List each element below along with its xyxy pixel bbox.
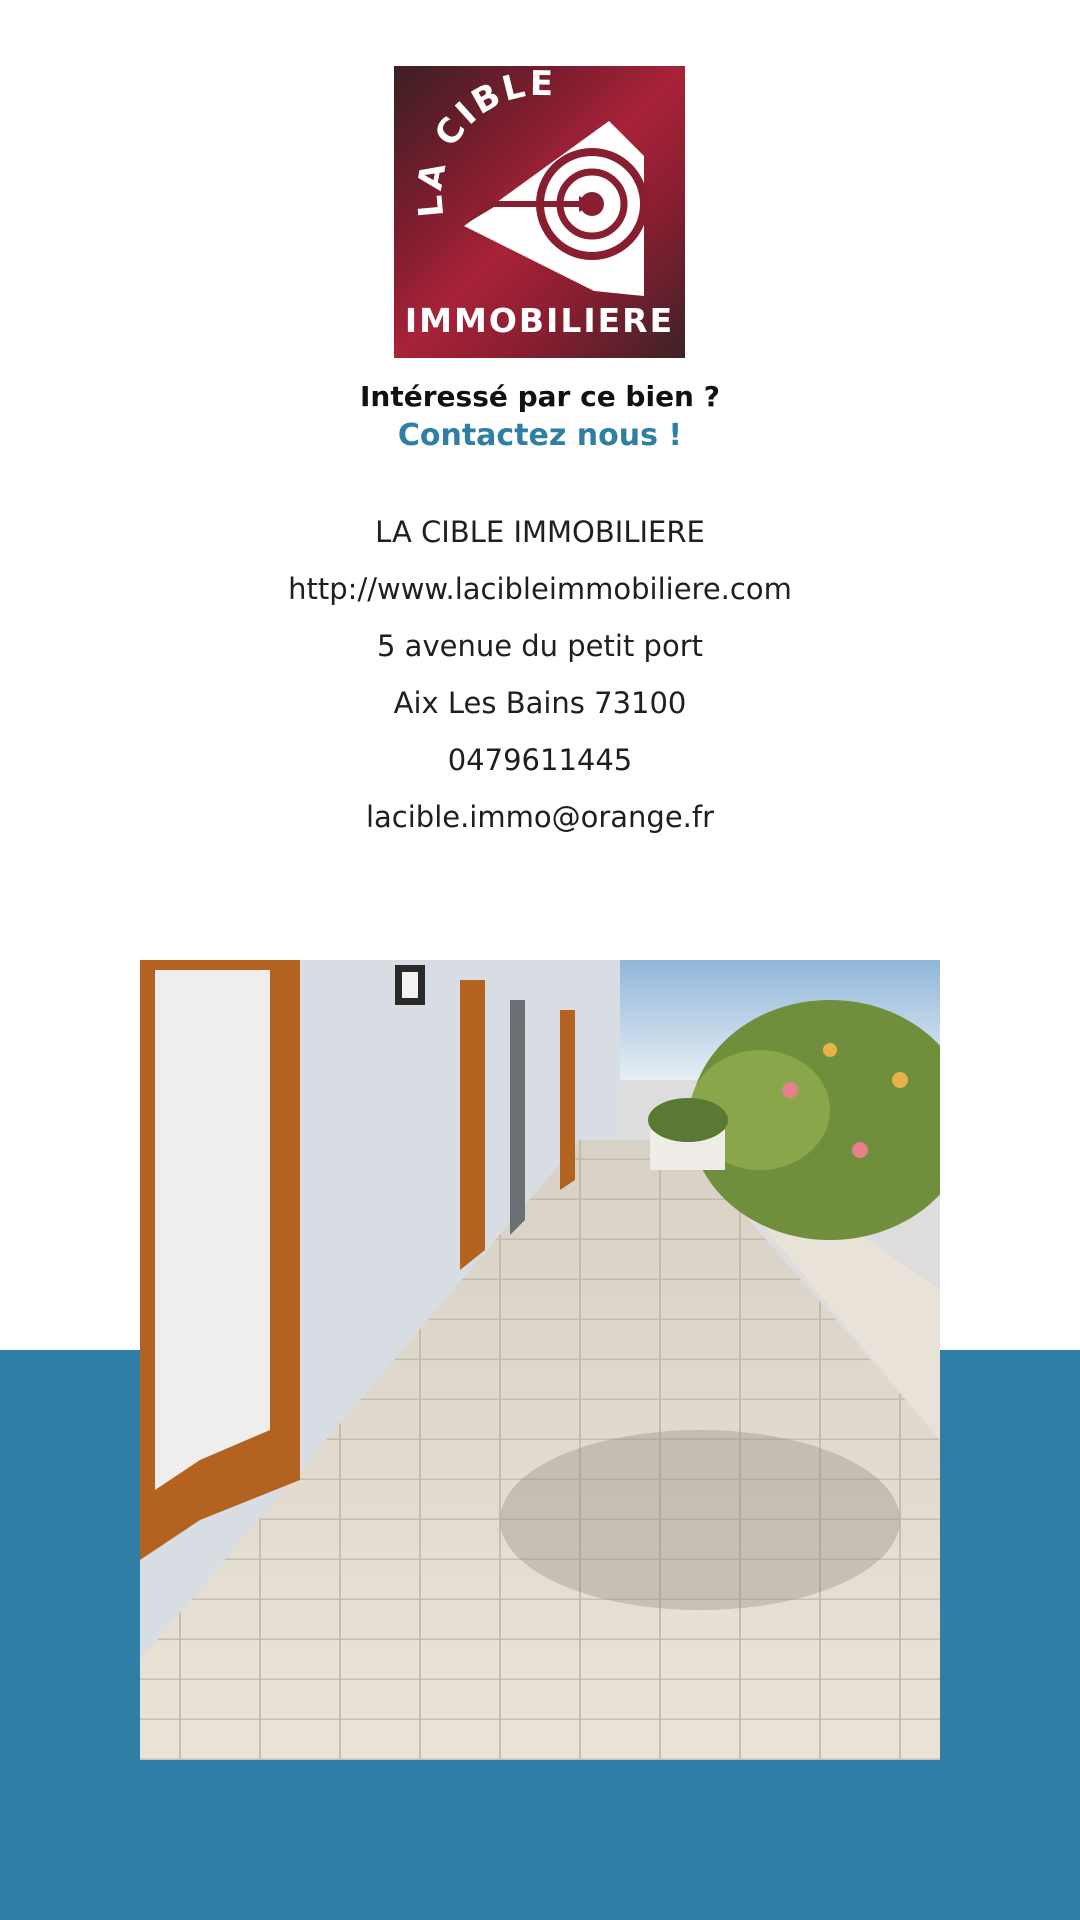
agency-website-link[interactable]: http://www.lacibleimmobiliere.com	[288, 572, 792, 606]
contact-cta[interactable]: Contactez nous !	[397, 418, 683, 453]
agency-email[interactable]: lacible.immo@orange.fr	[365, 800, 715, 834]
headline: Intéressé par ce bien ?	[360, 380, 720, 413]
property-photo	[140, 960, 940, 1760]
logo-top-text: LA CIBLE	[410, 66, 557, 219]
agency-city: Aix Les Bains 73100	[393, 686, 687, 720]
logo-bottom-text: IMMOBILIERE	[404, 301, 675, 340]
agency-logo	[394, 66, 685, 358]
agency-phone[interactable]: 0479611445	[447, 743, 633, 777]
agency-name: LA CIBLE IMMOBILIERE	[375, 515, 705, 549]
agency-street: 5 avenue du petit port	[377, 629, 703, 663]
